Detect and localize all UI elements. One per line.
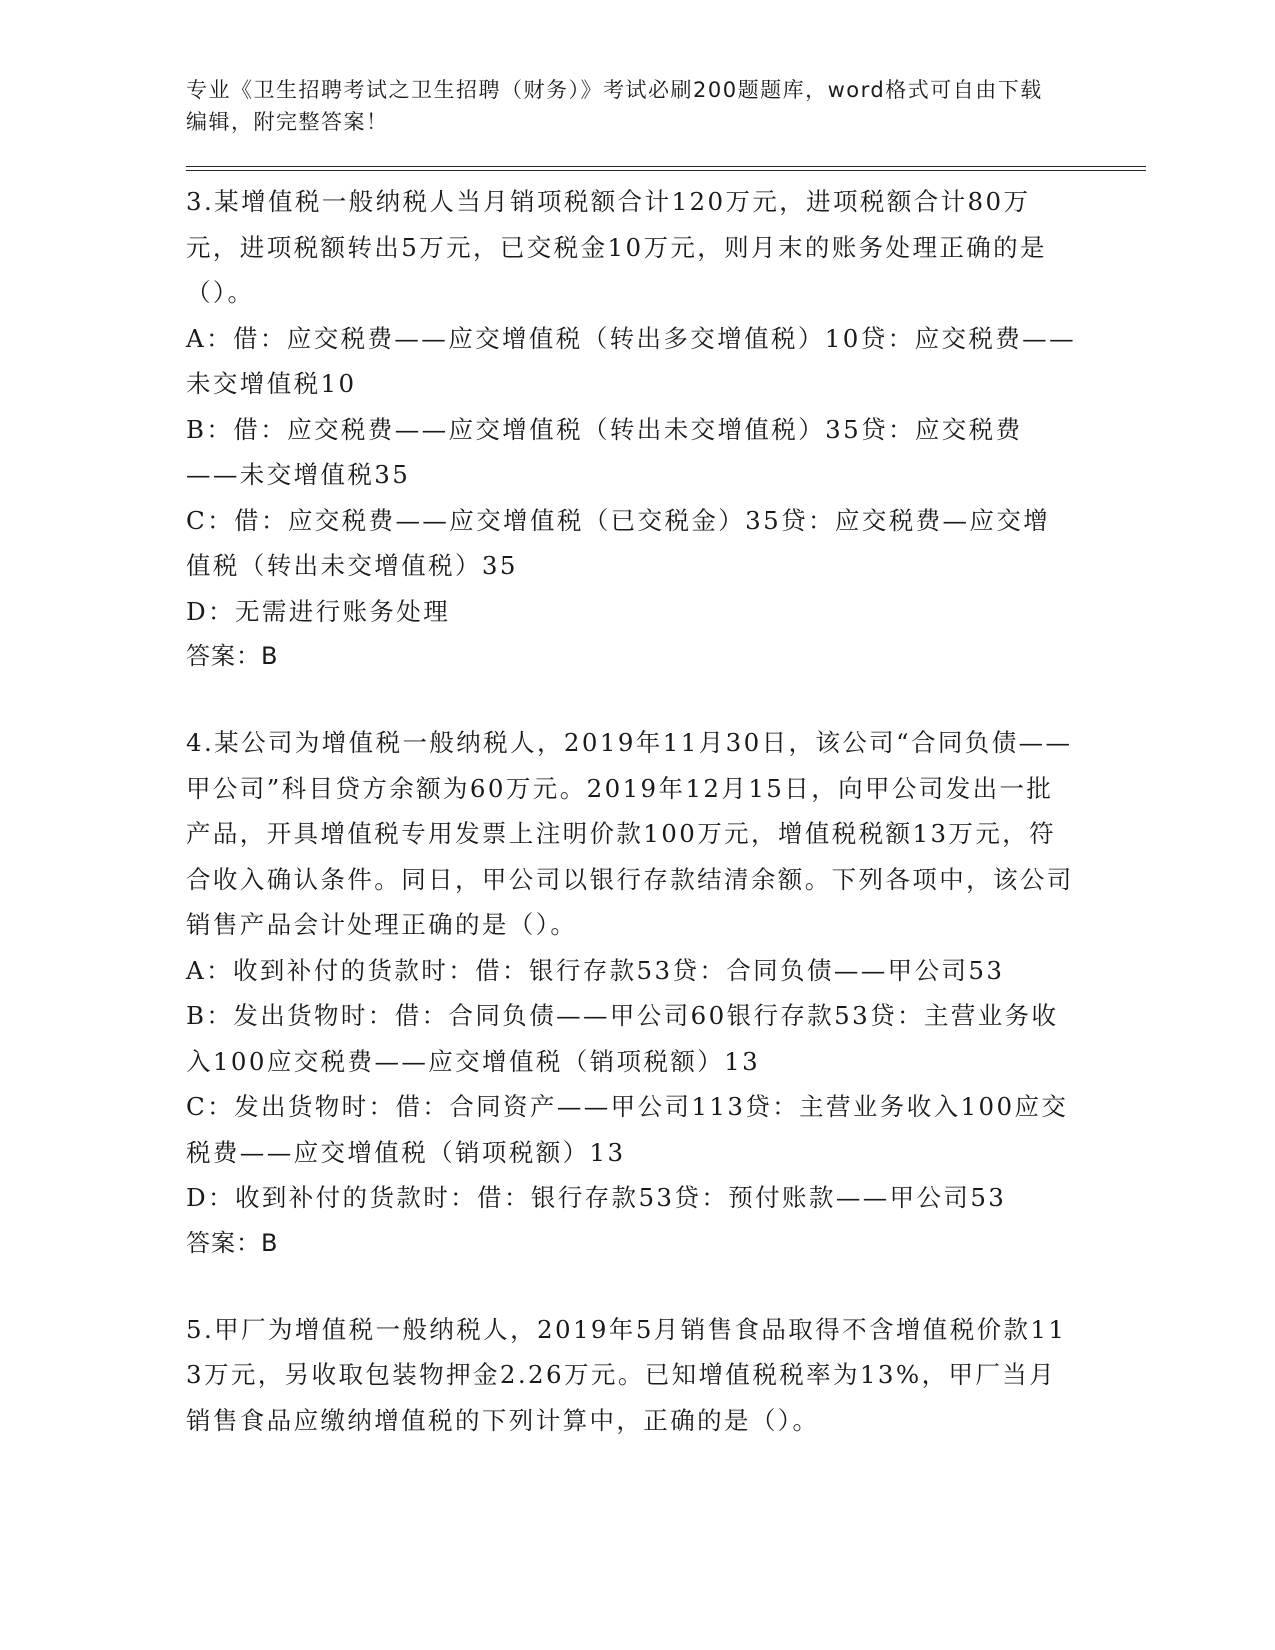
option-a: A：收到补付的货款时：借：银行存款53贷：合同负债——甲公司53 xyxy=(186,955,1005,985)
question-4 xyxy=(186,720,1076,1266)
document-page xyxy=(186,70,1076,1443)
question-spacer xyxy=(186,679,1076,720)
document-body xyxy=(186,179,1076,1443)
option-a: A：借：应交税费——应交增值税（转出多交增值税）10贷：应交税费——未交增值税10 xyxy=(186,323,1076,398)
answer-label: 答案：B xyxy=(186,642,279,670)
document-header: 专业《卫生招聘考试之卫生招聘（财务）》考试必刷200题题库，word格式可自由下载编辑，附完整答案！ xyxy=(186,78,1043,134)
option-c: C：发出货物时：借：合同资产——甲公司113贷：主营业务收入100应交税费——应交增值税（销项税额）13 xyxy=(186,1092,1069,1167)
answer-label: 答案：B xyxy=(186,1228,279,1257)
option-c: C：借：应交税费——应交增值税（已交税金）35贷：应交税费—应交增值税（转出未交增值税）35 xyxy=(186,505,1051,580)
question-stem: 3.某增值税一般纳税人当月销项税额合计120万元，进项税额合计80万元，进项税额转出5万元，已交税金10万元，则月末的账务处理正确的是（）。 xyxy=(186,187,1047,307)
option-b: B：发出货物时：借：合同负债——甲公司60银行存款53贷：主营业务收入100应交税费——应交增值税（销项税额）13 xyxy=(186,1001,1059,1076)
question-stem: 5.甲厂为增值税一般纳税人，2019年5月销售食品取得不含增值税价款113万元，另收取包装物押金2.26万元。已知增值税税率为13%，甲厂当月销售食品应缴纳增值税的下列计算中，正确的是（）。 xyxy=(186,1314,1067,1435)
option-d: D：收到补付的货款时：借：银行存款53贷：预付账款——甲公司53 xyxy=(186,1183,1007,1212)
question-spacer xyxy=(186,1266,1076,1307)
option-d: D：无需进行账务处理 xyxy=(186,596,451,626)
question-5 xyxy=(186,1307,1076,1444)
question-stem: 4.某公司为增值税一般纳税人，2019年11月30日，该公司“合同负债——甲公司”科目贷方余额为60万元。2019年12月15日，向甲公司发出一批产品，开具增值税专用发票上注明价款100万元，增值税税额13万元，符合收入确认条件。同日，甲公司以银行存款结清余额。下列各项中，该公司销售产品会计处理正确的是（）。 xyxy=(186,728,1074,939)
question-3 xyxy=(186,179,1076,679)
option-b: B：借：应交税费——应交增值税（转出未交增值税）35贷：应交税费——未交增值税35 xyxy=(186,414,1023,489)
header-divider xyxy=(186,166,1146,171)
